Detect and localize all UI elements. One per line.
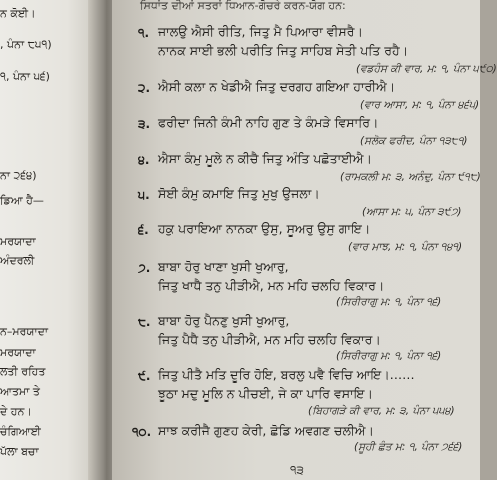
quote-line: ਐਸੀ ਕਲਾ ਨ ਖੇਡੀਐ ਜਿਤੁ ਦਰਗਹ ਗਇਆ ਹਾਰੀਐ। [158,79,396,94]
left-page-line: ੧, ਪੰਨਾ ੫੬) [0,70,50,83]
quote-number: ੧੦. [132,425,152,439]
quote-line: ਬਾਬਾ ਹੋਰੁ ਪੈਨਣੁ ਖੁਸੀ ਖੁਆਰੁ, [158,313,290,328]
left-page-line: ਅੰਦਰਲੀ [0,254,35,267]
page-number: ੧੩ [290,463,304,477]
quote-citation: (ਵਾਰ ਆਸਾ, ਮ: ੧, ਪੰਨਾ ੪੬੫) [360,99,480,111]
quote-citation: (ਵਡਹੰਸ ਕੀ ਵਾਰ, ਮ: ੧, ਪੰਨਾ ੫੯੦) [356,63,497,75]
quote-citation: (ਸਿਰੀਰਾਗੁ ਮ: ੧, ਪੰਨਾ ੧੬) [336,350,442,362]
quote-line: ਜਿਤੁ ਪੈਧੈ ਤਨੁ ਪੀੜੀਐ, ਮਨ ਮਹਿ ਚਲਹਿ ਵਿਕਾਰ। [158,332,381,347]
left-page-line: ਚੰਗਿਆਈ [0,425,41,438]
quote-line: ਸੋਈ ਕੰਮੁ ਕਮਾਇ ਜਿਤੁ ਮੁਖੁ ਉਜਲਾ। [158,186,320,201]
left-page-line: ਪੱਲਾ ਬਚਾ [0,445,39,458]
quote-line: ਜਿਤੁ ਖਾਧੈ ਤਨੁ ਪੀੜੀਐ, ਮਨ ਮਹਿ ਚਲਹਿ ਵਿਕਾਰ। [158,278,385,293]
quote-citation: (ਬਿਹਾਗੜੇ ਕੀ ਵਾਰ, ਮ: ੩, ਪੰਨਾ ੫੫੪) [308,405,455,417]
quote-line: ਐਸਾ ਕੰਮੁ ਮੂਲੇ ਨ ਕੀਚੈ ਜਿਤੁ ਅੰਤਿ ਪਛੋਤਾਈਐ। [158,151,372,166]
left-page-line: ਨ–ਮਰਯਾਦਾ [0,325,49,338]
quote-citation: (ਆਸਾ ਮ: ੫, ਪੰਨਾ ੩੯੭) [362,206,462,218]
quote-citation: (ਵਾਰ ਮਾਝ, ਮ: ੧, ਪੰਨਾ ੧੪੧) [348,241,463,253]
quote-number: ੫. [138,188,150,202]
left-page-line: , ਪੰਨਾ ੮੫੧) [0,38,52,51]
quote-citation: (ਸਿਰੀਰਾਗੁ ਮ: ੧, ਪੰਨਾ ੧੬) [336,296,442,308]
quote-citation: (ਸੂਹੀ ਛੰਤ ਮ: ੧, ਪੰਨਾ ੭੬੬) [354,441,463,453]
left-page-line: ਨ ਕੋਈ। [0,7,36,20]
left-page-line: ਲਤੀ ਰਹਿਤ [0,365,46,378]
quote-citation: (ਸਲੋਕ ਫਰੀਦ, ਪੰਨਾ ੧੩੮੧) [360,135,468,147]
right-page [112,0,497,480]
left-page-line: ਨਾ ੨੬੪) [0,169,37,182]
quote-number: ੮. [138,315,151,329]
left-page-line: ਆਤਮਾ ਤੇ [0,385,40,398]
left-page [0,0,96,480]
left-page-line: ਮਰਯਾਦਾ [0,235,36,248]
quote-line: ਨਾਨਕ ਸਾਈ ਭਲੀ ਪਰੀਤਿ ਜਿਤੁ ਸਾਹਿਬ ਸੇਤੀ ਪਤਿ ਰਹੈ। [158,43,409,58]
quote-citation: (ਰਾਮਕਲੀ ਮ: ੩, ਅਨੰਦੁ, ਪੰਨਾ ੯੧੮) [340,171,481,183]
quote-line: ਜਿਤੁ ਪੀਤੈ ਮਤਿ ਦੂਰਿ ਹੋਇ, ਬਰਲੁ ਪਵੈ ਵਿਚਿ ਆਇ।…… [158,367,415,382]
quote-number: ੭. [138,261,151,275]
left-page-line: ਮਰਯਾਦਾ [0,346,36,359]
quote-number: ੬. [138,223,149,237]
quote-number: ੨. [138,81,151,95]
quote-line: ਝੂਠਾ ਮਦੁ ਮੂਲਿ ਨ ਪੀਚਈ, ਜੇ ਕਾ ਪਾਰਿ ਵਸਾਇ। [158,386,373,401]
quote-number: ੩. [138,117,151,131]
quote-line: ਸਾਝ ਕਰੀਜੈ ਗੁਣਹ ਕੇਰੀ, ਛੋਡਿ ਅਵਗਣ ਚਲੀਐ। [158,423,374,438]
left-page-line: ਦੇ ਹਨ। [0,405,32,418]
quote-line: ਫਰੀਦਾ ਜਿਨੀ ਕੰਮੀ ਨਾਹਿ ਗੁਣ ਤੇ ਕੰਮੜੇ ਵਿਸਾਰਿ। [158,115,379,130]
intro-line: ਸਿਧਾਂਤ ਦੀਆਂ ਸਤਰਾਂ ਧਿਆਨ-ਗੋਚਰੇ ਕਰਨ-ਯੋਗ ਹਨ: [140,0,346,12]
quote-line: ਹਕੁ ਪਰਾਇਆ ਨਾਨਕਾ ਉਸੁ, ਸੂਅਰੁ ਉਸੁ ਗਾਇ। [158,221,371,236]
quote-line: ਬਾਬਾ ਹੋਰੁ ਖਾਣਾ ਖੁਸੀ ਖੁਆਰੁ, [158,259,289,274]
quote-number: ੯. [138,369,151,383]
quote-line: ਜਾਲਉ ਐਸੀ ਰੀਤਿ, ਜਿਤੁ ਮੈ ਪਿਆਰਾ ਵੀਸਰੈ। [158,24,363,39]
quote-number: ੪. [138,153,150,167]
left-page-line: ਡਿਆ ਹੈ— [0,194,44,207]
quote-number: ੧. [138,26,150,40]
